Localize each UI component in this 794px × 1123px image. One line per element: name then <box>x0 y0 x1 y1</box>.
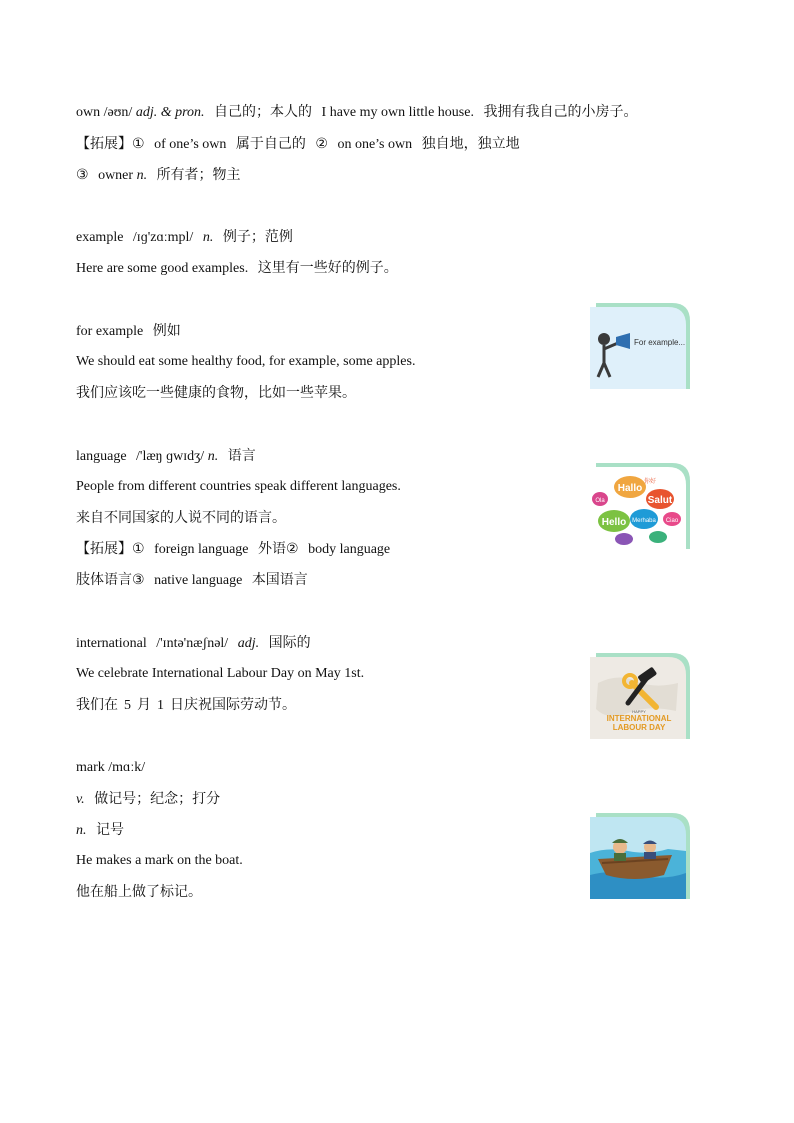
entry-for-example-sentence-en <box>76 353 415 371</box>
extension-label: 【拓展】 <box>76 136 132 152</box>
ext-number: ③ <box>76 167 89 183</box>
labour-day-line2: LABOUR DAY <box>612 723 666 732</box>
ext-phrase: owner <box>98 168 134 183</box>
meaning-cn: 例子；范例 <box>222 229 293 245</box>
phonetic: /'læŋ ɡwɪdʒ/ <box>136 449 205 464</box>
sentence-cn-part: 月 <box>137 697 151 713</box>
ext-phrase: body language <box>308 542 391 557</box>
ext-meaning: 独自地，独立地 <box>421 136 520 152</box>
word: example <box>76 230 124 245</box>
ext-phrase: on one’s own <box>337 137 413 152</box>
phonetic: /əʊn/ <box>103 105 133 120</box>
bubble-salut: Salut <box>647 495 673 506</box>
sentence-cn: 他在船上做了标记。 <box>76 884 202 900</box>
ext-meaning: 肢体语言 <box>76 572 132 588</box>
meaning-cn: 例如 <box>152 323 181 339</box>
sentence-cn: 这里有一些好的例子。 <box>257 260 398 276</box>
meaning-cn: 语言 <box>227 448 256 464</box>
labour-day-small: HAPPY <box>632 709 646 714</box>
entry-example-headword <box>76 228 293 247</box>
ext-number: ① <box>132 136 145 152</box>
word: mark <box>76 760 105 775</box>
sentence-en: Here are some good examples. <box>76 261 249 276</box>
part-of-speech: adj. <box>237 636 260 651</box>
phonetic: /ɪɡ'zɑːmpl/ <box>132 230 194 245</box>
entry-mark-noun <box>76 821 124 840</box>
sentence-cn: 来自不同国家的人说不同的语言。 <box>76 510 286 526</box>
ext-number: ② <box>315 136 328 152</box>
ext-meaning: 外语 <box>258 541 287 557</box>
entry-language-extension-2 <box>76 571 308 590</box>
word: international <box>76 636 147 651</box>
ext-phrase: native language <box>154 573 243 588</box>
sentence-en: People from different countries speak different languages. <box>76 479 401 494</box>
part-of-speech: n. <box>202 230 214 245</box>
phonetic: /mɑːk/ <box>108 760 146 775</box>
entry-international-sentence-en <box>76 665 364 683</box>
ext-phrase: foreign language <box>154 542 249 557</box>
bubble-ciao: Ciao <box>665 518 679 524</box>
part-of-speech: n. <box>136 168 148 183</box>
sentence-cn-part: 日庆祝国际劳动节。 <box>170 697 296 713</box>
meaning-cn: 做记号；纪念；打分 <box>94 791 221 807</box>
entry-own-extension <box>76 135 520 154</box>
bubble-nihao: 你好 <box>643 478 657 485</box>
entry-own-headword <box>76 103 637 122</box>
ext-number: ② <box>286 541 299 557</box>
sentence-en: We should eat some healthy food, for example, some apples. <box>76 354 416 369</box>
part-of-speech: n. <box>76 823 87 838</box>
entry-example-sentence <box>76 259 398 278</box>
phonetic: /'ɪntə'næʃnəl/ <box>156 636 229 651</box>
labour-day-illustration <box>588 653 690 739</box>
entry-mark-sentence-cn <box>76 883 202 902</box>
entry-for-example-sentence-cn <box>76 384 356 403</box>
sentence-en: He makes a mark on the boat. <box>76 853 243 868</box>
for-example-illustration <box>588 303 690 389</box>
sentence-cn-part: 我们在 <box>76 697 118 713</box>
phrase: for example <box>76 324 144 339</box>
entry-language-headword <box>76 447 256 466</box>
entry-language-sentence-en <box>76 478 401 496</box>
entry-own-extension-3 <box>76 166 241 185</box>
ext-meaning: 所有者；物主 <box>156 167 241 183</box>
sentence-cn-part: 1 <box>157 698 164 713</box>
ext-number: ③ <box>132 572 145 588</box>
meaning-cn: 记号 <box>96 822 124 838</box>
entry-mark-verb <box>76 790 220 809</box>
meaning-cn: 国际的 <box>268 635 311 651</box>
extension-label: 【拓展】 <box>76 541 132 557</box>
entry-mark-headword <box>76 759 145 777</box>
bubble-hallo: Hallo <box>617 483 643 494</box>
sentence-cn: 我们应该吃一些健康的食物，比如一些苹果。 <box>76 385 356 401</box>
word: own <box>76 105 101 120</box>
meaning-cn: 自己的；本人的 <box>214 104 313 120</box>
part-of-speech: v. <box>76 792 85 807</box>
illustration-caption: For example... <box>634 338 686 347</box>
boat-illustration <box>588 813 690 899</box>
sentence-cn-part: 5 <box>124 698 131 713</box>
entry-mark-sentence-en <box>76 852 243 870</box>
entry-language-extension <box>76 540 390 559</box>
labour-day-line1: INTERNATIONAL <box>606 714 672 723</box>
bubble-merhaba: Merhaba <box>632 518 656 524</box>
language-illustration <box>588 463 690 549</box>
part-of-speech: n. <box>207 449 219 464</box>
example-en: I have my own little house. <box>321 105 474 120</box>
part-of-speech: adj. & pron. <box>135 105 205 120</box>
sentence-en: We celebrate International Labour Day on May 1st. <box>76 666 365 681</box>
entry-international-headword <box>76 634 311 653</box>
bubble-ola: Ola <box>595 498 605 504</box>
ext-phrase: of one’s own <box>154 137 227 152</box>
entry-language-sentence-cn <box>76 509 286 528</box>
bubble-hello: Hello <box>601 517 627 528</box>
entry-for-example-headword <box>76 322 181 341</box>
ext-meaning: 属于自己的 <box>235 136 306 152</box>
ext-meaning: 本国语言 <box>251 572 308 588</box>
entry-international-sentence-cn <box>76 696 296 715</box>
ext-number: ① <box>132 541 145 557</box>
example-cn: 我拥有我自己的小房子。 <box>483 104 638 120</box>
word: language <box>76 449 127 464</box>
